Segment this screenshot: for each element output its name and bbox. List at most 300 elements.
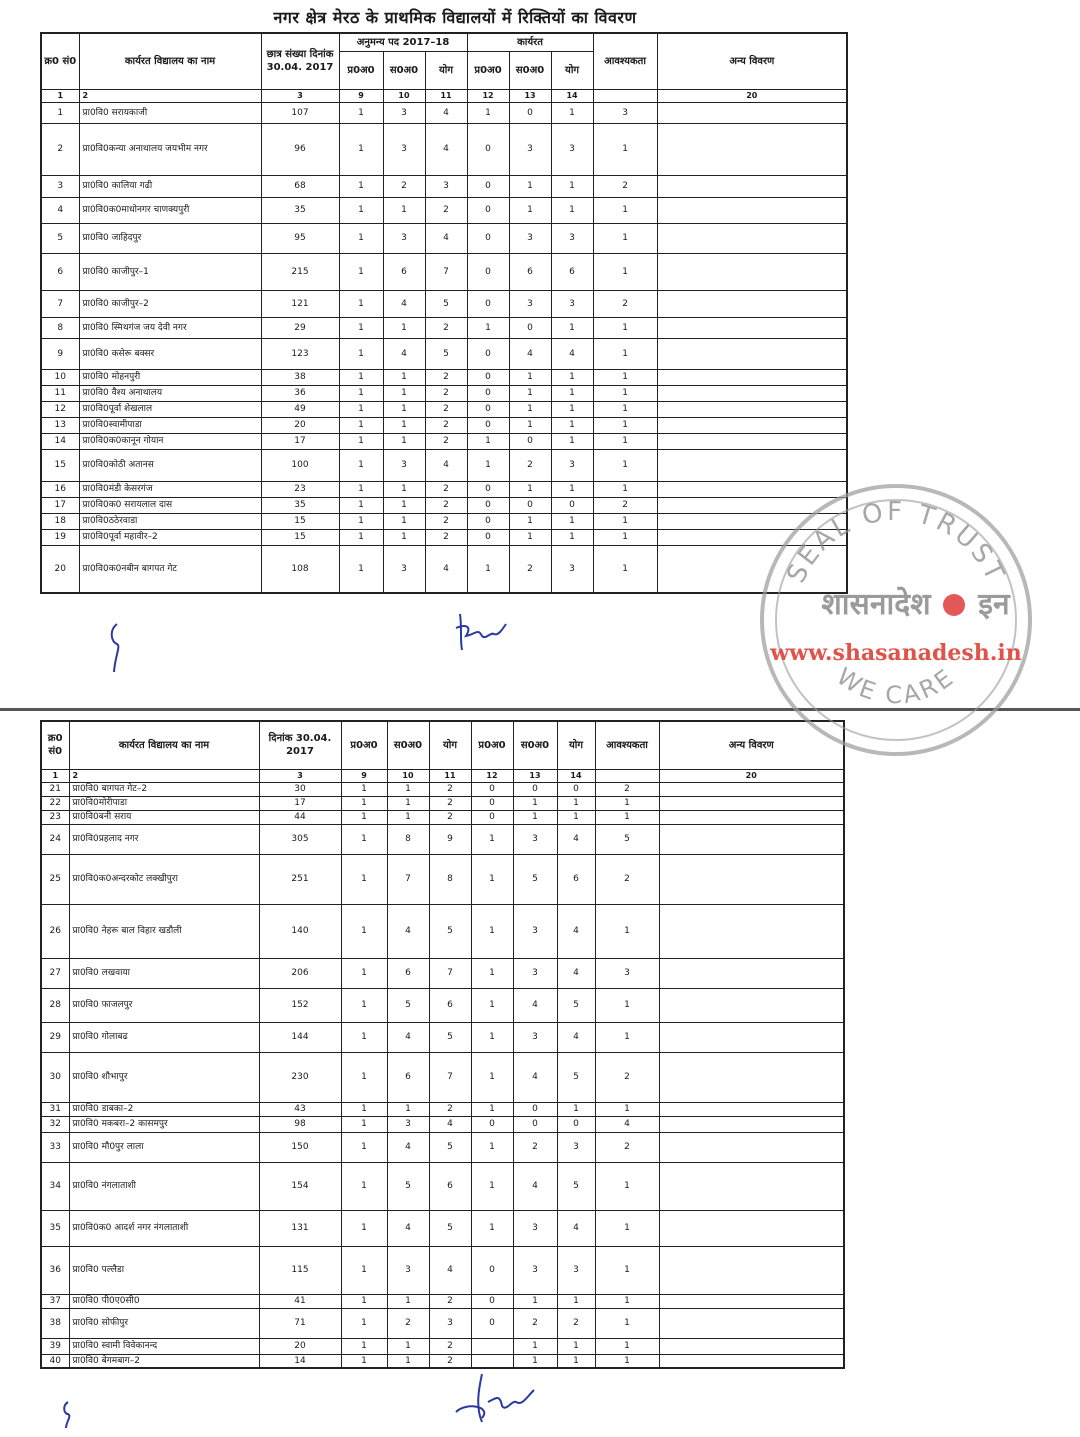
row-other-details (657, 175, 847, 197)
row-working-sa: 1 (509, 175, 551, 197)
row-students: 17 (259, 796, 341, 810)
table-row (41, 1022, 844, 1052)
row-students: 15 (261, 513, 339, 529)
row-students: 41 (259, 1294, 341, 1308)
table-row (41, 175, 847, 197)
row-working-sa: 1 (513, 1338, 557, 1354)
column-index-cell: 13 (509, 89, 551, 102)
column-index-cell: 3 (259, 769, 341, 782)
row-need: 2 (595, 1132, 659, 1162)
row-other-details (659, 1022, 844, 1052)
row-need: 1 (593, 481, 657, 497)
row-sanctioned-yog: 2 (425, 401, 467, 417)
row-serial: 10 (41, 369, 79, 385)
row-need: 2 (593, 175, 657, 197)
row-working-pra: 0 (467, 123, 509, 175)
row-serial: 25 (41, 854, 69, 904)
table-body-page2 (41, 769, 844, 1368)
row-need: 1 (593, 401, 657, 417)
row-working-yog: 4 (557, 958, 595, 988)
row-serial: 31 (41, 1102, 69, 1116)
row-serial: 40 (41, 1354, 69, 1368)
row-working-sa: 1 (509, 385, 551, 401)
row-working-pra: 0 (471, 782, 513, 796)
row-need: 3 (595, 958, 659, 988)
row-sanctioned-yog: 2 (425, 197, 467, 223)
row-school-name: प्रा0वि0पूर्वा महावीर–2 (79, 529, 261, 545)
row-sanctioned-pra: 1 (339, 102, 383, 123)
row-need: 1 (593, 369, 657, 385)
row-serial: 1 (41, 102, 79, 123)
row-school-name: प्रा0वि0 बागपत गेट–2 (69, 782, 259, 796)
column-index-cell: 13 (513, 769, 557, 782)
row-school-name: प्रा0वि0 पी0ए0सी0 (69, 1294, 259, 1308)
row-sanctioned-yog: 5 (429, 904, 471, 958)
row-working-yog: 1 (551, 369, 593, 385)
row-sanctioned-sa: 1 (383, 513, 425, 529)
row-school-name: प्रा0वि0 नेहरू बाल विहार खडौली (69, 904, 259, 958)
row-sanctioned-yog: 2 (429, 1102, 471, 1116)
row-sanctioned-pra: 1 (339, 338, 383, 369)
row-sanctioned-pra: 1 (339, 253, 383, 290)
row-sanctioned-yog: 2 (425, 369, 467, 385)
row-school-name: प्रा0वि0क0 सरायलाल दास (79, 497, 261, 513)
row-working-yog: 1 (557, 1294, 595, 1308)
row-students: 121 (261, 290, 339, 317)
row-students: 152 (259, 988, 341, 1022)
row-school-name: प्रा0वि0बनी सराय (69, 810, 259, 824)
row-sanctioned-yog: 9 (429, 824, 471, 854)
row-working-sa: 1 (509, 197, 551, 223)
row-working-sa: 3 (509, 223, 551, 253)
row-other-details (657, 123, 847, 175)
row-working-yog: 4 (557, 1022, 595, 1052)
table-row (41, 854, 844, 904)
row-sanctioned-pra: 1 (341, 810, 387, 824)
row-students: 95 (261, 223, 339, 253)
row-sanctioned-yog: 4 (425, 102, 467, 123)
row-school-name: प्रा0वि0कन्या अनाथालय जयभीम नगर (79, 123, 261, 175)
col-header-need: आवश्यकता (595, 721, 659, 769)
row-sanctioned-pra: 1 (339, 175, 383, 197)
row-working-pra: 1 (467, 545, 509, 593)
row-other-details (659, 782, 844, 796)
row-serial: 12 (41, 401, 79, 417)
row-serial: 35 (41, 1210, 69, 1246)
row-sanctioned-sa: 4 (387, 904, 429, 958)
row-students: 100 (261, 449, 339, 481)
row-school-name: प्रा0वि0 सरायकाजी (79, 102, 261, 123)
row-serial: 9 (41, 338, 79, 369)
row-school-name: प्रा0वि0स्वामीपाडा (79, 417, 261, 433)
row-sanctioned-sa: 4 (387, 1132, 429, 1162)
row-working-pra: 0 (471, 796, 513, 810)
row-working-sa: 0 (513, 1102, 557, 1116)
col-header-need: आवश्यकता (593, 33, 657, 89)
row-working-pra: 1 (471, 1022, 513, 1052)
row-working-yog: 4 (557, 904, 595, 958)
row-working-yog: 5 (557, 1052, 595, 1102)
row-sanctioned-yog: 5 (425, 338, 467, 369)
row-students: 29 (261, 317, 339, 338)
row-other-details (659, 1354, 844, 1368)
col-header-s-pra: प्र0अ0 (339, 51, 383, 89)
col-header-s-sa: स0अ0 (387, 721, 429, 769)
row-school-name: प्रा0वि0 काजीपुर–1 (79, 253, 261, 290)
row-working-sa: 0 (509, 317, 551, 338)
row-sanctioned-pra: 1 (341, 1162, 387, 1210)
table-row (41, 1162, 844, 1210)
table-row (41, 497, 847, 513)
row-need: 1 (595, 1354, 659, 1368)
table-row (41, 197, 847, 223)
col-header-sanctioned: अनुमन्य पद 2017–18 (339, 33, 467, 51)
row-sanctioned-pra: 1 (341, 1052, 387, 1102)
row-serial: 11 (41, 385, 79, 401)
row-sanctioned-yog: 7 (429, 1052, 471, 1102)
row-working-pra: 1 (471, 854, 513, 904)
column-index-cell: 10 (387, 769, 429, 782)
row-need: 1 (593, 529, 657, 545)
row-school-name: प्रा0वि0 लखवाया (69, 958, 259, 988)
row-school-name: प्रा0वि0मंडी केसरगंज (79, 481, 261, 497)
row-serial: 22 (41, 796, 69, 810)
row-working-pra: 0 (471, 1308, 513, 1338)
row-school-name: प्रा0वि0 सोफीपुर (69, 1308, 259, 1338)
col-header-w-sa: स0अ0 (509, 51, 551, 89)
row-working-pra: 1 (471, 1132, 513, 1162)
row-working-sa: 1 (513, 810, 557, 824)
row-sanctioned-pra: 1 (339, 290, 383, 317)
row-school-name: प्रा0वि0 मोहनपुरी (79, 369, 261, 385)
row-school-name: प्रा0वि0 मकबरा–2 कासमपुर (69, 1116, 259, 1132)
column-index-cell: 12 (467, 89, 509, 102)
row-school-name: प्रा0वि0मोरीपाडा (69, 796, 259, 810)
row-students: 20 (261, 417, 339, 433)
page-title: नगर क्षेत्र मेरठ के प्राथमिक विद्यालयों में रिक्तियों का विवरण (273, 8, 637, 27)
table-row (41, 810, 844, 824)
row-students: 43 (259, 1102, 341, 1116)
row-working-yog: 5 (557, 1162, 595, 1210)
row-sanctioned-pra: 1 (339, 369, 383, 385)
row-sanctioned-sa: 1 (383, 401, 425, 417)
row-sanctioned-pra: 1 (339, 513, 383, 529)
col-header-s-yog: योग (429, 721, 471, 769)
row-serial: 34 (41, 1162, 69, 1210)
row-sanctioned-yog: 2 (429, 810, 471, 824)
row-serial: 17 (41, 497, 79, 513)
row-working-yog: 3 (551, 123, 593, 175)
row-working-yog: 1 (551, 175, 593, 197)
row-sanctioned-yog: 2 (425, 513, 467, 529)
row-sanctioned-pra: 1 (341, 904, 387, 958)
col-header-s-yog: योग (425, 51, 467, 89)
col-header-students: दिनांक 30.04. 2017 (259, 721, 341, 769)
row-other-details (659, 1308, 844, 1338)
row-sanctioned-pra: 1 (341, 1338, 387, 1354)
row-working-pra: 0 (467, 481, 509, 497)
row-need: 1 (595, 904, 659, 958)
row-serial: 29 (41, 1022, 69, 1052)
column-index-cell: 1 (41, 89, 79, 102)
row-serial: 26 (41, 904, 69, 958)
row-school-name: प्रा0वि0 काजीपुर–2 (79, 290, 261, 317)
row-sanctioned-pra: 1 (339, 417, 383, 433)
row-students: 35 (261, 497, 339, 513)
row-need: 1 (595, 1210, 659, 1246)
col-header-s-sa: स0अ0 (383, 51, 425, 89)
row-working-sa: 1 (509, 401, 551, 417)
row-working-sa: 6 (509, 253, 551, 290)
row-sanctioned-yog: 2 (425, 529, 467, 545)
row-sanctioned-sa: 6 (387, 958, 429, 988)
row-working-sa: 1 (509, 417, 551, 433)
row-sanctioned-sa: 1 (383, 317, 425, 338)
row-working-pra: 1 (471, 1210, 513, 1246)
row-sanctioned-yog: 6 (429, 988, 471, 1022)
table-row (41, 1116, 844, 1132)
row-other-details (659, 1338, 844, 1354)
row-sanctioned-sa: 6 (387, 1052, 429, 1102)
row-serial: 37 (41, 1294, 69, 1308)
column-index-cell: 3 (261, 89, 339, 102)
row-sanctioned-sa: 2 (383, 175, 425, 197)
row-students: 38 (261, 369, 339, 385)
row-need: 1 (593, 338, 657, 369)
row-sanctioned-yog: 5 (429, 1022, 471, 1052)
row-other-details (657, 338, 847, 369)
row-sanctioned-yog: 2 (429, 796, 471, 810)
row-students: 20 (259, 1338, 341, 1354)
row-other-details (659, 854, 844, 904)
table-row (41, 529, 847, 545)
col-header-sno: क्र0 सं0 (41, 33, 79, 89)
row-working-yog: 1 (551, 417, 593, 433)
row-other-details (659, 1162, 844, 1210)
row-sanctioned-pra: 1 (341, 988, 387, 1022)
table-row (41, 1052, 844, 1102)
table-row (41, 290, 847, 317)
row-sanctioned-sa: 1 (387, 1102, 429, 1116)
row-sanctioned-sa: 5 (387, 988, 429, 1022)
table-row (41, 1308, 844, 1338)
table-row (41, 545, 847, 593)
row-working-pra (471, 1338, 513, 1354)
row-other-details (659, 988, 844, 1022)
row-sanctioned-pra: 1 (339, 197, 383, 223)
col-header-w-pra: प्र0अ0 (471, 721, 513, 769)
row-working-sa: 0 (509, 102, 551, 123)
row-working-yog: 3 (551, 449, 593, 481)
column-index-cell: 20 (657, 89, 847, 102)
row-school-name: प्रा0वि0 मौ0पुर लाला (69, 1132, 259, 1162)
row-sanctioned-sa: 3 (383, 123, 425, 175)
row-working-pra: 0 (467, 197, 509, 223)
row-students: 98 (259, 1116, 341, 1132)
row-sanctioned-sa: 3 (383, 223, 425, 253)
row-need: 2 (593, 497, 657, 513)
row-working-sa: 3 (509, 123, 551, 175)
row-need: 2 (595, 782, 659, 796)
row-working-pra: 0 (467, 401, 509, 417)
row-students: 123 (261, 338, 339, 369)
row-school-name: प्रा0वि0 गोलाबढ (69, 1022, 259, 1052)
row-need: 1 (595, 1162, 659, 1210)
row-sanctioned-sa: 1 (383, 197, 425, 223)
row-working-sa: 1 (509, 513, 551, 529)
row-serial: 4 (41, 197, 79, 223)
row-school-name: प्रा0वि0क0कानून गोयान (79, 433, 261, 449)
column-index-cell: 20 (659, 769, 844, 782)
table-row (41, 782, 844, 796)
row-working-pra: 0 (467, 253, 509, 290)
row-serial: 18 (41, 513, 79, 529)
column-index-cell (593, 89, 657, 102)
row-need: 1 (593, 417, 657, 433)
row-sanctioned-sa: 1 (387, 1354, 429, 1368)
row-need: 1 (593, 449, 657, 481)
row-working-pra: 1 (471, 1102, 513, 1116)
col-header-w-sa: स0अ0 (513, 721, 557, 769)
row-working-yog: 1 (557, 1354, 595, 1368)
row-sanctioned-yog: 4 (425, 223, 467, 253)
table-row (41, 433, 847, 449)
row-serial: 20 (41, 545, 79, 593)
row-working-yog: 1 (557, 810, 595, 824)
row-working-yog: 4 (557, 824, 595, 854)
row-working-sa: 2 (509, 449, 551, 481)
col-header-s-pra: प्र0अ0 (341, 721, 387, 769)
row-serial: 5 (41, 223, 79, 253)
row-sanctioned-yog: 2 (425, 481, 467, 497)
row-other-details (659, 810, 844, 824)
row-serial: 30 (41, 1052, 69, 1102)
row-school-name: प्रा0वि0 फाजलपुर (69, 988, 259, 1022)
column-index-cell: 2 (79, 89, 261, 102)
row-working-sa: 3 (513, 904, 557, 958)
row-sanctioned-yog: 2 (429, 1338, 471, 1354)
row-working-sa: 1 (513, 796, 557, 810)
row-working-pra: 0 (467, 385, 509, 401)
row-sanctioned-pra: 1 (341, 1354, 387, 1368)
svg-text:SEAL OF TRUST: SEAL OF TRUST (781, 497, 1011, 588)
row-school-name: प्रा0वि0 स्वामी विवेकानन्द (69, 1338, 259, 1354)
row-school-name: प्रा0वि0क0माधोनगर चाणक्यपुरी (79, 197, 261, 223)
row-sanctioned-sa: 1 (383, 481, 425, 497)
row-serial: 21 (41, 782, 69, 796)
row-students: 96 (261, 123, 339, 175)
row-need: 1 (593, 197, 657, 223)
row-working-sa: 4 (509, 338, 551, 369)
row-other-details (659, 1116, 844, 1132)
row-school-name: प्रा0वि0 जाहिदपुर (79, 223, 261, 253)
table-row (41, 1132, 844, 1162)
table-row (41, 796, 844, 810)
row-sanctioned-yog: 2 (429, 1354, 471, 1368)
table-row (41, 1354, 844, 1368)
row-school-name: प्रा0वि0 स्मिथगंज जय देवी नगर (79, 317, 261, 338)
row-working-yog: 1 (557, 1338, 595, 1354)
row-working-sa: 0 (513, 1116, 557, 1132)
row-sanctioned-pra: 1 (341, 1246, 387, 1294)
row-sanctioned-sa: 7 (387, 854, 429, 904)
row-working-sa: 4 (513, 988, 557, 1022)
row-students: 140 (259, 904, 341, 958)
row-working-yog: 0 (551, 497, 593, 513)
row-working-sa: 1 (509, 369, 551, 385)
row-serial: 16 (41, 481, 79, 497)
col-header-w-pra: प्र0अ0 (467, 51, 509, 89)
table-row (41, 1210, 844, 1246)
row-sanctioned-sa: 6 (383, 253, 425, 290)
column-index-cell: 14 (557, 769, 595, 782)
row-sanctioned-yog: 2 (429, 782, 471, 796)
row-sanctioned-pra: 1 (339, 401, 383, 417)
row-sanctioned-yog: 5 (425, 290, 467, 317)
row-working-sa: 3 (513, 1246, 557, 1294)
row-sanctioned-yog: 4 (425, 123, 467, 175)
row-working-pra: 1 (471, 958, 513, 988)
row-working-sa: 1 (509, 529, 551, 545)
row-other-details (657, 401, 847, 417)
col-header-working: कार्यरत (467, 33, 593, 51)
row-sanctioned-sa: 1 (383, 433, 425, 449)
row-need: 4 (595, 1116, 659, 1132)
row-sanctioned-yog: 2 (425, 433, 467, 449)
row-other-details (659, 1132, 844, 1162)
row-school-name: प्रा0वि0 कालिया गढी (79, 175, 261, 197)
row-students: 44 (259, 810, 341, 824)
vacancy-table-page1 (40, 32, 848, 594)
table-row (41, 253, 847, 290)
row-school-name: प्रा0वि0 कसेरू बक्सर (79, 338, 261, 369)
row-students: 115 (259, 1246, 341, 1294)
row-serial: 19 (41, 529, 79, 545)
row-working-pra: 0 (467, 223, 509, 253)
row-serial: 13 (41, 417, 79, 433)
row-serial: 23 (41, 810, 69, 824)
row-students: 215 (261, 253, 339, 290)
col-header-other: अन्य विवरण (657, 33, 847, 89)
row-sanctioned-sa: 4 (383, 290, 425, 317)
col-header-w-yog: योग (557, 721, 595, 769)
row-sanctioned-sa: 8 (387, 824, 429, 854)
row-serial: 6 (41, 253, 79, 290)
row-school-name: प्रा0वि0 डाबका–2 (69, 1102, 259, 1116)
row-other-details (659, 824, 844, 854)
row-serial: 7 (41, 290, 79, 317)
row-working-yog: 2 (557, 1308, 595, 1338)
row-working-yog: 0 (557, 1116, 595, 1132)
row-serial: 32 (41, 1116, 69, 1132)
row-sanctioned-sa: 1 (383, 529, 425, 545)
row-working-pra: 0 (467, 175, 509, 197)
row-sanctioned-pra: 1 (341, 1116, 387, 1132)
row-sanctioned-pra: 1 (341, 1308, 387, 1338)
table-row (41, 401, 847, 417)
column-index-cell: 11 (425, 89, 467, 102)
row-working-sa: 3 (513, 1022, 557, 1052)
row-serial: 24 (41, 824, 69, 854)
row-sanctioned-sa: 4 (387, 1210, 429, 1246)
row-students: 107 (261, 102, 339, 123)
row-school-name: प्रा0वि0 शौभापुर (69, 1052, 259, 1102)
row-sanctioned-pra: 1 (339, 385, 383, 401)
row-working-sa: 0 (509, 497, 551, 513)
row-sanctioned-yog: 7 (425, 253, 467, 290)
table-row (41, 481, 847, 497)
row-sanctioned-sa: 1 (387, 782, 429, 796)
